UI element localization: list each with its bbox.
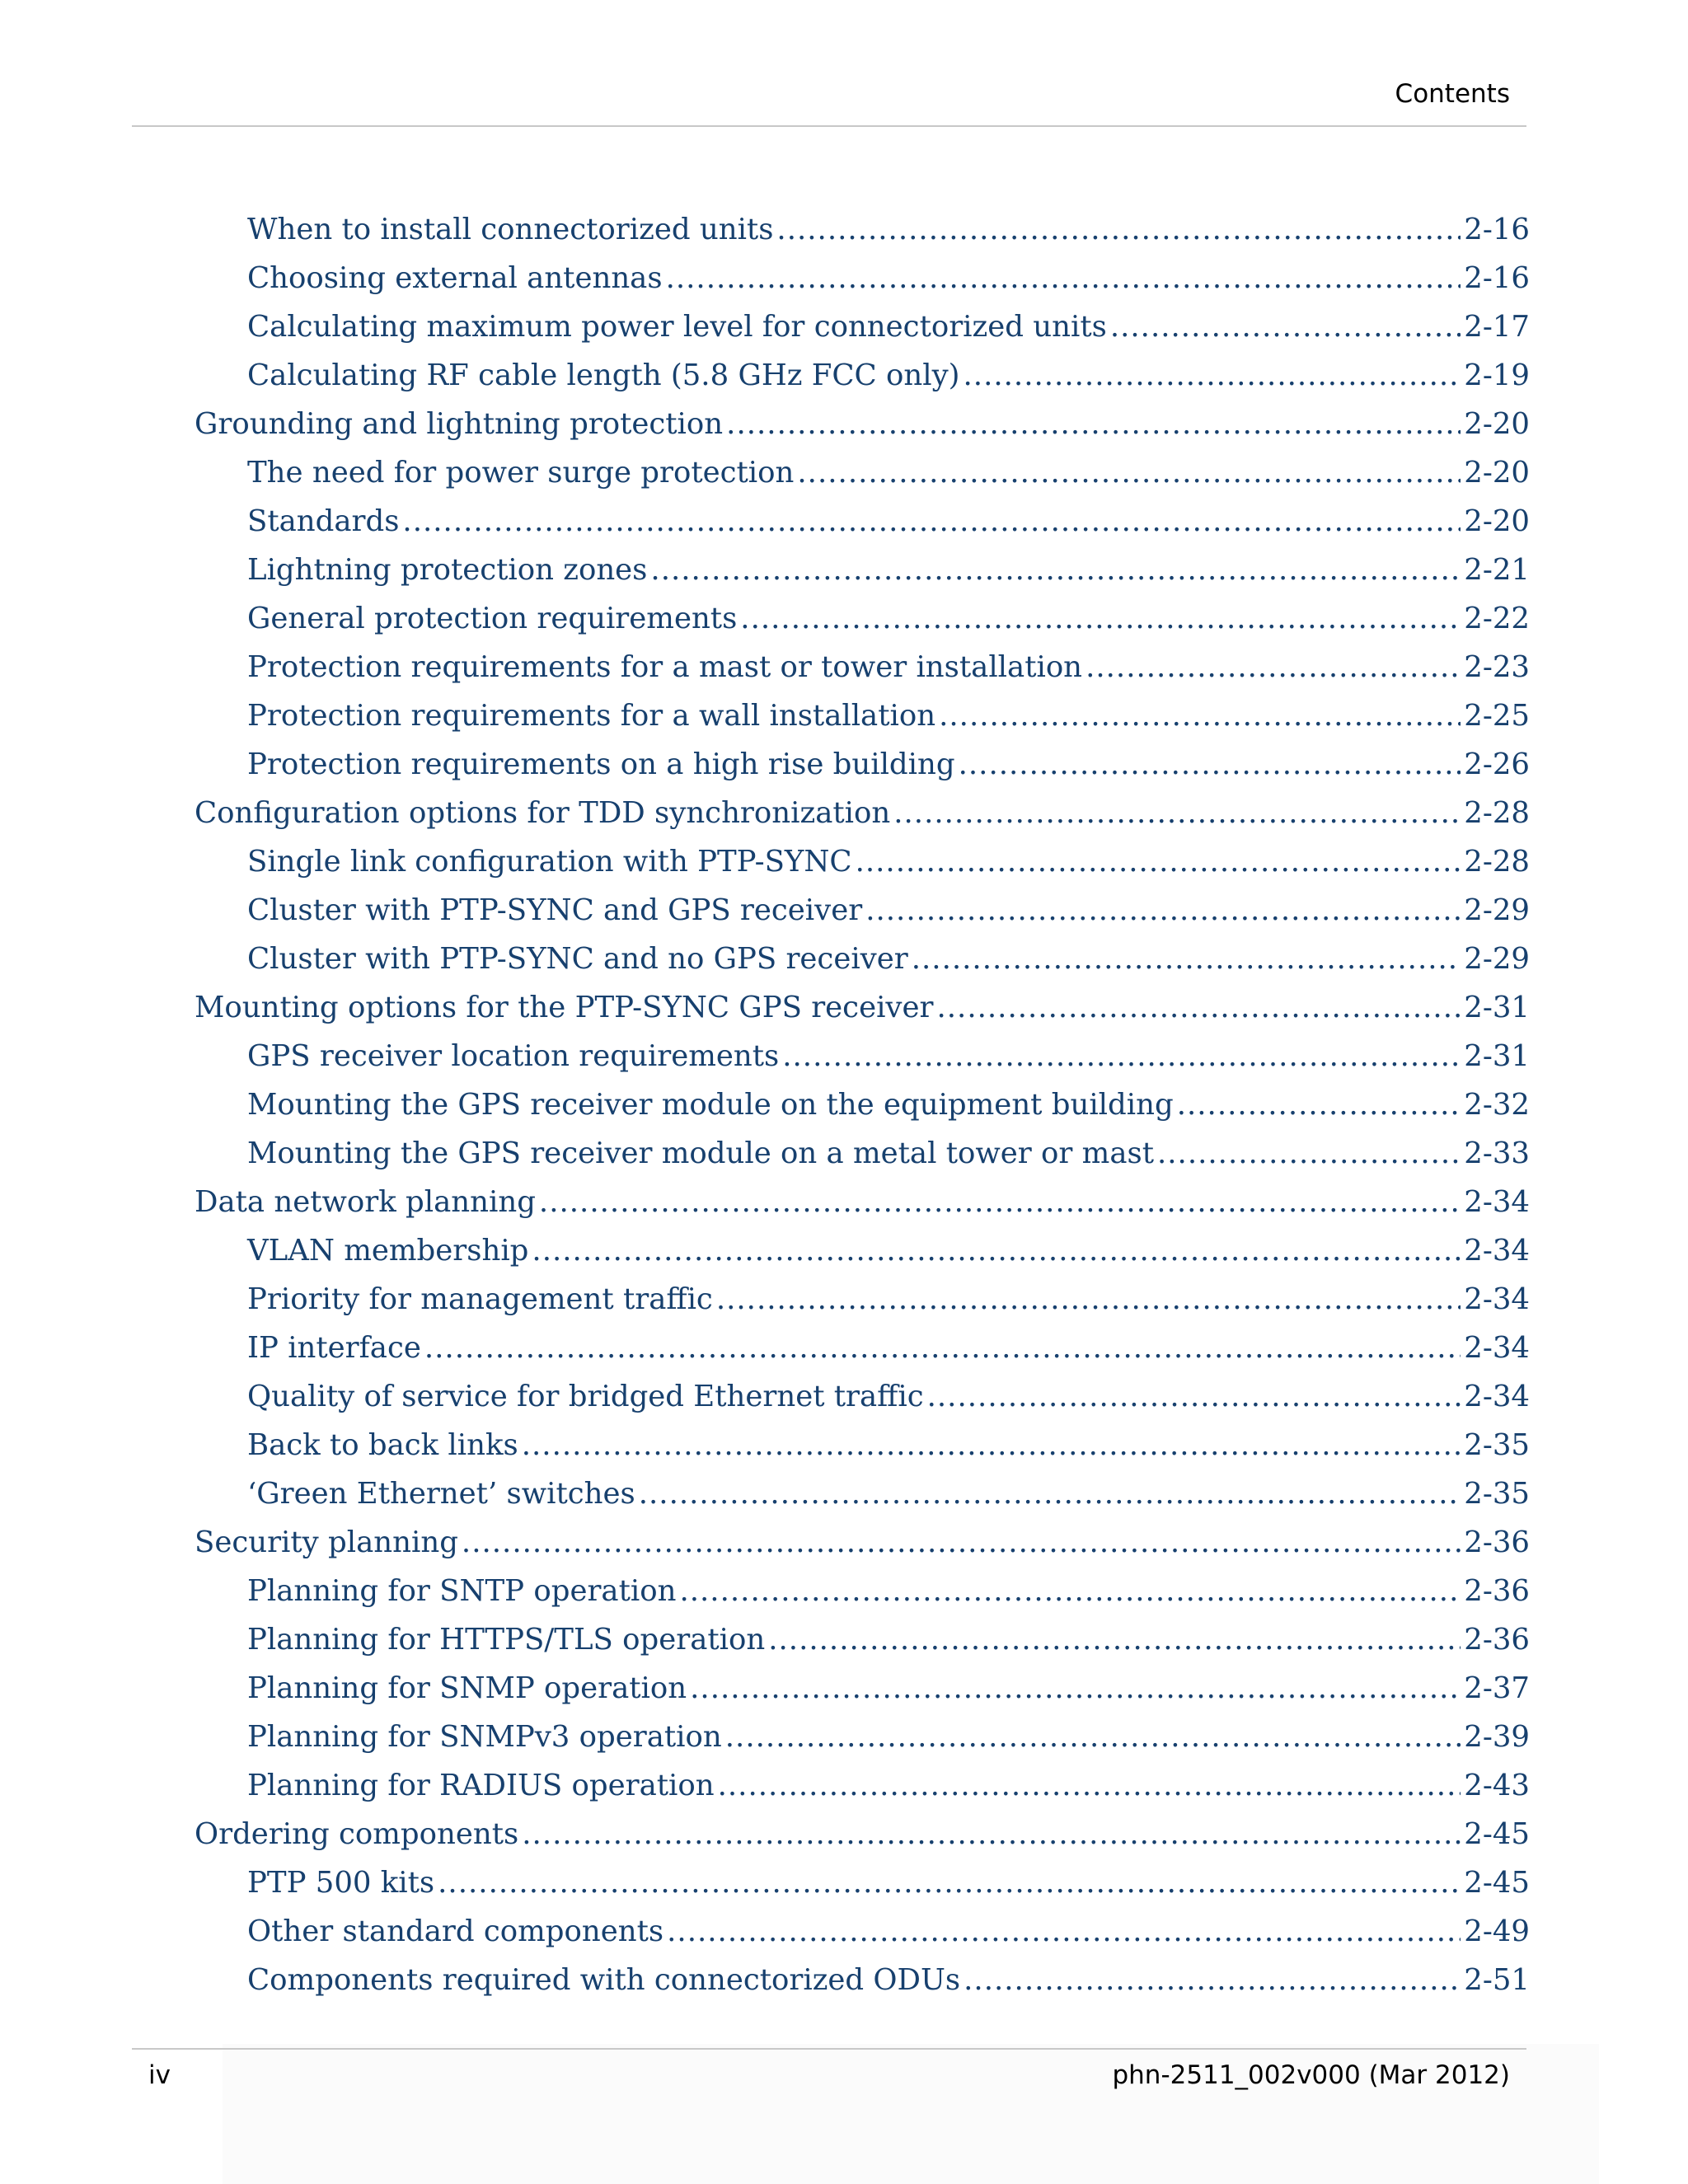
toc-entry-title: Components required with connectorized ODUs [247,1963,961,1997]
toc-entry-page: 2-34 [1464,1380,1530,1413]
toc-entry-title: Planning for SNMP operation [247,1671,687,1705]
toc-subsection-entry[interactable] [195,1915,1530,1963]
toc-entry-title: Mounting the GPS receiver module on a metal tower or mast [247,1137,1154,1170]
toc-entry-page: 2-45 [1464,1817,1530,1851]
running-header: Contents [1395,79,1510,109]
footer-document-id: phn-2511_002v000 (Mar 2012) [1112,2060,1510,2090]
toc-entry-page: 2-33 [1464,1137,1530,1170]
toc-subsection-entry[interactable] [195,553,1530,602]
toc-dot-leader [679,1574,1461,1608]
toc-entry-page: 2-37 [1464,1671,1530,1705]
toc-dot-leader [893,796,1461,830]
toc-entry-title: Lightning protection zones [247,553,648,587]
toc-subsection-entry[interactable] [195,1623,1530,1671]
toc-entry-title: Planning for SNTP operation [247,1574,677,1608]
toc-entry-title: Ordering components [195,1817,519,1851]
toc-entry-page: 2-45 [1464,1866,1530,1900]
toc-subsection-entry[interactable] [195,1574,1530,1623]
toc-dot-leader [964,359,1461,392]
toc-dot-leader [797,456,1461,490]
toc-entry-page: 2-20 [1464,456,1530,490]
toc-entry-page: 2-25 [1464,699,1530,733]
toc-subsection-entry[interactable] [195,359,1530,407]
toc-entry-page: 2-34 [1464,1234,1530,1268]
toc-entry-page: 2-34 [1464,1282,1530,1316]
toc-dot-leader [865,893,1461,927]
toc-dot-leader [726,407,1461,441]
toc-subsection-entry[interactable] [195,1137,1530,1185]
toc-subsection-entry[interactable] [195,310,1530,359]
toc-subsection-entry[interactable] [195,893,1530,942]
toc-entry-page: 2-49 [1464,1915,1530,1948]
toc-entry-title: Mounting the GPS receiver module on the equipment building [247,1088,1174,1122]
toc-entry-title: Protection requirements on a high rise building [247,748,955,781]
toc-entry-page: 2-36 [1464,1623,1530,1657]
toc-section-entry[interactable] [195,407,1530,456]
toc-dot-leader [740,602,1461,635]
toc-entry-title: Back to back links [247,1428,518,1462]
toc-entry-page: 2-20 [1464,504,1530,538]
toc-dot-leader [424,1331,1461,1365]
toc-subsection-entry[interactable] [195,1088,1530,1137]
toc-dot-leader [666,261,1461,295]
toc-entry-title: The need for power surge protection [247,456,795,490]
toc-subsection-entry[interactable] [195,1331,1530,1380]
toc-entry-page: 2-28 [1464,796,1530,830]
toc-dot-leader [1177,1088,1461,1122]
toc-entry-title: Quality of service for bridged Ethernet traffic [247,1380,924,1413]
toc-dot-leader [1110,310,1461,344]
toc-entry-page: 2-32 [1464,1088,1530,1122]
toc-entry-title: Configuration options for TDD synchronization [195,796,891,830]
toc-entry-title: VLAN membership [247,1234,529,1268]
table-of-contents [195,213,1530,2012]
toc-subsection-entry[interactable] [195,845,1530,893]
footer-rule [132,2048,1526,2050]
footer-page-number: iv [148,2060,171,2090]
toc-subsection-entry[interactable] [195,1769,1530,1817]
toc-dot-leader [782,1039,1461,1073]
toc-entry-title: Protection requirements for a wall installation [247,699,936,733]
toc-entry-page: 2-36 [1464,1526,1530,1559]
toc-subsection-entry[interactable] [195,1477,1530,1526]
toc-entry-title: Mounting options for the PTP-SYNC GPS receiver [195,991,934,1024]
toc-entry-title: Grounding and lightning protection [195,407,724,441]
toc-subsection-entry[interactable] [195,942,1530,991]
toc-dot-leader [927,1380,1461,1413]
toc-entry-page: 2-26 [1464,748,1530,781]
toc-entry-title: Data network planning [195,1185,536,1219]
toc-dot-leader [522,1428,1461,1462]
toc-entry-title: Standards [247,504,400,538]
toc-subsection-entry[interactable] [195,1866,1530,1915]
toc-dot-leader [939,699,1461,733]
toc-entry-page: 2-29 [1464,942,1530,976]
toc-subsection-entry[interactable] [195,213,1530,261]
toc-dot-leader [725,1720,1461,1754]
toc-entry-page: 2-51 [1464,1963,1530,1997]
toc-dot-leader [776,213,1461,246]
toc-section-entry[interactable] [195,796,1530,845]
toc-entry-page: 2-31 [1464,991,1530,1024]
toc-entry-page: 2-23 [1464,650,1530,684]
toc-subsection-entry[interactable] [195,699,1530,748]
toc-subsection-entry[interactable] [195,1282,1530,1331]
toc-section-entry[interactable] [195,1526,1530,1574]
toc-subsection-entry[interactable] [195,1963,1530,2012]
toc-dot-leader [462,1526,1461,1559]
toc-section-entry[interactable] [195,991,1530,1039]
toc-entry-page: 2-35 [1464,1428,1530,1462]
toc-dot-leader [1157,1137,1461,1170]
toc-dot-leader [522,1817,1461,1851]
toc-entry-page: 2-43 [1464,1769,1530,1802]
toc-entry-title: Security planning [195,1526,458,1559]
toc-entry-page: 2-20 [1464,407,1530,441]
toc-entry-title: When to install connectorized units [247,213,774,246]
toc-subsection-entry[interactable] [195,602,1530,650]
toc-entry-page: 2-19 [1464,359,1530,392]
toc-dot-leader [667,1915,1461,1948]
toc-entry-title: Choosing external antennas [247,261,663,295]
toc-entry-page: 2-16 [1464,213,1530,246]
toc-dot-leader [539,1185,1461,1219]
toc-dot-leader [936,991,1461,1024]
toc-entry-title: Single link configuration with PTP-SYNC [247,845,852,879]
toc-dot-leader [650,553,1461,587]
header-rule [132,125,1526,127]
toc-dot-leader [716,1282,1461,1316]
toc-entry-page: 2-39 [1464,1720,1530,1754]
toc-subsection-entry[interactable] [195,504,1530,553]
toc-dot-leader [1085,650,1461,684]
toc-entry-page: 2-21 [1464,553,1530,587]
toc-subsection-entry[interactable] [195,748,1530,796]
toc-dot-leader [438,1866,1461,1900]
toc-dot-leader [402,504,1461,538]
toc-section-entry[interactable] [195,1185,1530,1234]
toc-subsection-entry[interactable] [195,1234,1530,1282]
toc-dot-leader [690,1671,1461,1705]
toc-entry-title: Calculating RF cable length (5.8 GHz FCC only) [247,359,960,392]
toc-subsection-entry[interactable] [195,1039,1530,1088]
toc-dot-leader [768,1623,1461,1657]
toc-subsection-entry[interactable] [195,456,1530,504]
toc-subsection-entry[interactable] [195,1720,1530,1769]
toc-entry-title: Cluster with PTP-SYNC and GPS receiver [247,893,863,927]
toc-entry-title: Planning for HTTPS/TLS operation [247,1623,766,1657]
toc-entry-title: Cluster with PTP-SYNC and no GPS receiver [247,942,908,976]
toc-entry-page: 2-35 [1464,1477,1530,1511]
toc-entry-page: 2-28 [1464,845,1530,879]
toc-entry-title: IP interface [247,1331,421,1365]
toc-dot-leader [912,942,1461,976]
toc-entry-page: 2-36 [1464,1574,1530,1608]
toc-entry-title: General protection requirements [247,602,738,635]
toc-entry-page: 2-22 [1464,602,1530,635]
toc-section-entry[interactable] [195,1817,1530,1866]
toc-entry-page: 2-31 [1464,1039,1530,1073]
toc-entry-title: Planning for RADIUS operation [247,1769,715,1802]
toc-entry-title: Protection requirements for a mast or tower installation [247,650,1083,684]
toc-entry-title: PTP 500 kits [247,1866,435,1900]
toc-subsection-entry[interactable] [195,650,1530,699]
toc-dot-leader [964,1963,1461,1997]
toc-dot-leader [959,748,1461,781]
toc-dot-leader [639,1477,1461,1511]
toc-entry-title: GPS receiver location requirements [247,1039,780,1073]
toc-subsection-entry[interactable] [195,1671,1530,1720]
toc-entry-page: 2-16 [1464,261,1530,295]
toc-entry-page: 2-34 [1464,1185,1530,1219]
toc-entry-title: Priority for management traffic [247,1282,713,1316]
toc-entry-title: ‘Green Ethernet’ switches [247,1477,635,1511]
toc-entry-page: 2-17 [1464,310,1530,344]
toc-entry-title: Other standard components [247,1915,664,1948]
toc-subsection-entry[interactable] [195,1380,1530,1428]
toc-entry-page: 2-29 [1464,893,1530,927]
toc-entry-title: Calculating maximum power level for connectorized units [247,310,1107,344]
toc-entry-title: Planning for SNMPv3 operation [247,1720,722,1754]
toc-dot-leader [856,845,1461,879]
toc-dot-leader [532,1234,1461,1268]
toc-subsection-entry[interactable] [195,1428,1530,1477]
toc-subsection-entry[interactable] [195,261,1530,310]
toc-dot-leader [718,1769,1461,1802]
toc-entry-page: 2-34 [1464,1331,1530,1365]
